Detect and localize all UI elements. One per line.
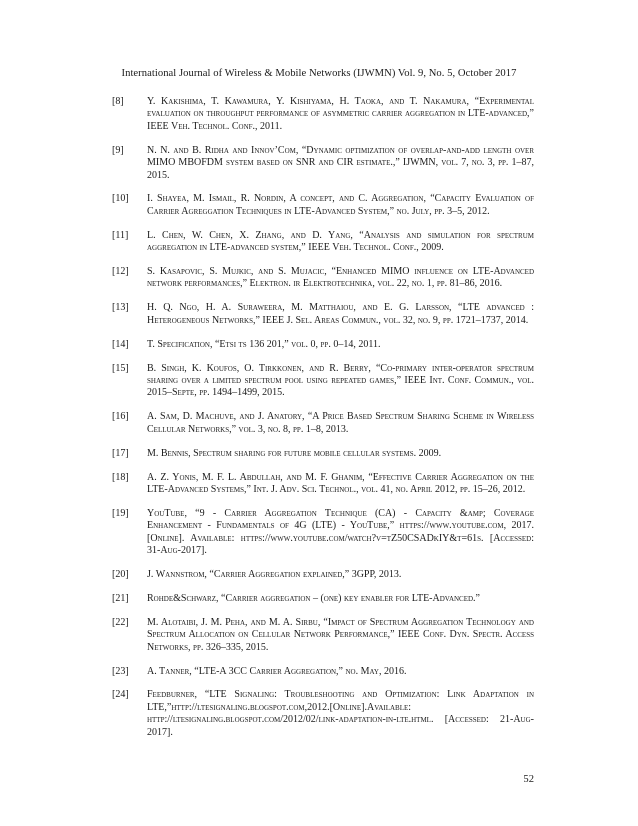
reference-item xyxy=(112,593,534,605)
reference-number: [24] xyxy=(112,689,129,701)
reference-number: [10] xyxy=(112,193,129,205)
reference-number: [19] xyxy=(112,507,129,519)
reference-number: [11] xyxy=(112,229,129,241)
reference-number: [16] xyxy=(112,411,129,423)
reference-item xyxy=(112,96,534,133)
reference-text: I. Shayea, M. Ismail, R. Nordin, A concept, and C. Aggregation, “Capacity Evaluation of Carrier Agreggation Techniques in LTE-Advanced System,” no. July, pp. 3–5, 2012. xyxy=(147,193,534,217)
reference-text: A. Sam, D. Machuve, and J. Anatory, “A Price Based Spectrum Sharing Scheme in Wireless Cellular Networks,” vol. 3, no. 8, pp. 1–8, 2013. xyxy=(147,411,534,435)
reference-text: Rohde&Schwarz, “Carrier aggregation – (one) key enabler for LTE-Advanced.” xyxy=(147,592,480,604)
reference-item xyxy=(112,411,534,436)
reference-number: [13] xyxy=(112,302,129,314)
reference-text: Feedburner, “LTE Signaling: Troubleshooting and Optimization: Link Adaptation in LTE,”http://ltesignaling.blogspot.com,2012.[Online].Available: http://ltesignaling.blogspot.com/2012/02/link-adaptation-in-lte.html. [Accessed: 21-Aug-2017]. xyxy=(147,689,534,738)
reference-item xyxy=(112,689,534,739)
reference-item xyxy=(112,569,534,581)
reference-item xyxy=(112,145,534,182)
reference-item xyxy=(112,617,534,654)
reference-text: A. Z. Yonis, M. F. L. Abdullah, and M. F. Ghanim, “Effective Carrier Aggregation on the LTE-Advanced Systems,” Int. J. Adv. Sci. Technol., vol. 41, no. April 2012, pp. 15–26, 2012. xyxy=(147,471,534,495)
reference-item xyxy=(112,508,534,558)
reference-number: [23] xyxy=(112,665,129,677)
reference-number: [9] xyxy=(112,144,124,156)
reference-item xyxy=(112,363,534,400)
reference-text: S. Kasapovic, S. Mujkic, and S. Mujacic, “Enhanced MIMO influence on LTE-Advanced network performances,” Elektron. ir Elektrotechnika, vol. 22, no. 1, pp. 81–86, 2016. xyxy=(147,266,534,290)
reference-item xyxy=(112,339,534,351)
reference-item xyxy=(112,193,534,218)
reference-item xyxy=(112,230,534,255)
reference-text: H. Q. Ngo, H. A. Suraweera, M. Matthaiou, and E. G. Larsson, “LTE advanced : Heterogeneous Networks,” IEEE J. Sel. Areas Commun., vol. 32, no. 9, pp. 1721–1737, 2014. xyxy=(147,302,534,326)
reference-number: [8] xyxy=(112,96,124,107)
reference-text: M. Alotaibi, J. M. Peha, and M. A. Sirbu, “Impact of Spectrum Aggregation Technology and Spectrum Allocation on Cellular Network Performance,” IEEE Conf. Dyn. Spectr. Access Networks, pp. 326–335, 2015. xyxy=(147,616,534,653)
reference-list xyxy=(112,96,534,751)
reference-number: [12] xyxy=(112,266,129,278)
reference-item xyxy=(112,266,534,291)
reference-item xyxy=(112,448,534,460)
reference-text: YouTube, “9 - Carrier Aggregation Technique (CA) - Capacity &amp; Coverage Enhancement - Fundamentals of 4G (LTE) - YouTube,” https://www.youtube.com, 2017. [Online]. Available: https://www.youtube.com/watch?v=tZ50CSADkIY&t=61s. [Accessed: 31-Aug-2017]. xyxy=(147,507,534,557)
reference-text: L. Chen, W. Chen, X. Zhang, and D. Yang, “Analysis and simulation for spectrum aggregation in LTE-advanced system,” IEEE Veh. Technol. Conf., 2009. xyxy=(147,229,534,254)
reference-text: B. Singh, K. Koufos, O. Tirkkonen, and R. Berry, “Co-primary inter-operator spectrum sharing over a limited spectrum pool using repeated games,” IEEE Int. Conf. Commun., vol. 2015–Septe, pp. 1494–1499, 2015. xyxy=(147,362,534,399)
reference-number: [15] xyxy=(112,362,129,374)
reference-text: J. Wannstrom, “Carrier Aggregation explained,” 3GPP, 2013. xyxy=(147,568,402,580)
reference-item xyxy=(112,666,534,678)
reference-number: [22] xyxy=(112,616,129,628)
reference-text: M. Bennis, Spectrum sharing for future mobile cellular systems. 2009. xyxy=(147,447,442,459)
reference-number: [20] xyxy=(112,568,129,580)
reference-number: [21] xyxy=(112,592,129,604)
reference-number: [18] xyxy=(112,471,129,483)
reference-text: A. Tanner, “LTE-A 3CC Carrier Aggregation,” no. May, 2016. xyxy=(147,665,407,677)
journal-header: International Journal of Wireless & Mobile Networks (IJWMN) Vol. 9, No. 5, October 2017 xyxy=(121,68,517,79)
reference-text: T. Specification, “Etsi ts 136 201,” vol. 0, pp. 0–14, 2011. xyxy=(147,338,381,350)
reference-number: [14] xyxy=(112,338,129,350)
reference-text: Y. Kakishima, T. Kawamura, Y. Kishiyama, H. Taoka, and T. Nakamura, “Experimental evaluation on throughput performance of asymmetric carrier aggregation in LTE-advanced,” IEEE Veh. Technol. Conf., 2011. xyxy=(147,96,534,132)
reference-item xyxy=(112,472,534,497)
reference-item xyxy=(112,302,534,327)
page-number: 52 xyxy=(523,774,534,785)
reference-text: N. N. and B. Ridha and Innov’Com, “Dynamic optimization of overlap-and-add length over MIMO MBOFDM system based on SNR and CIR estimate.,” IJWMN, vol. 7, no. 3, pp. 1–87, 2015. xyxy=(147,144,534,181)
reference-number: [17] xyxy=(112,447,129,459)
